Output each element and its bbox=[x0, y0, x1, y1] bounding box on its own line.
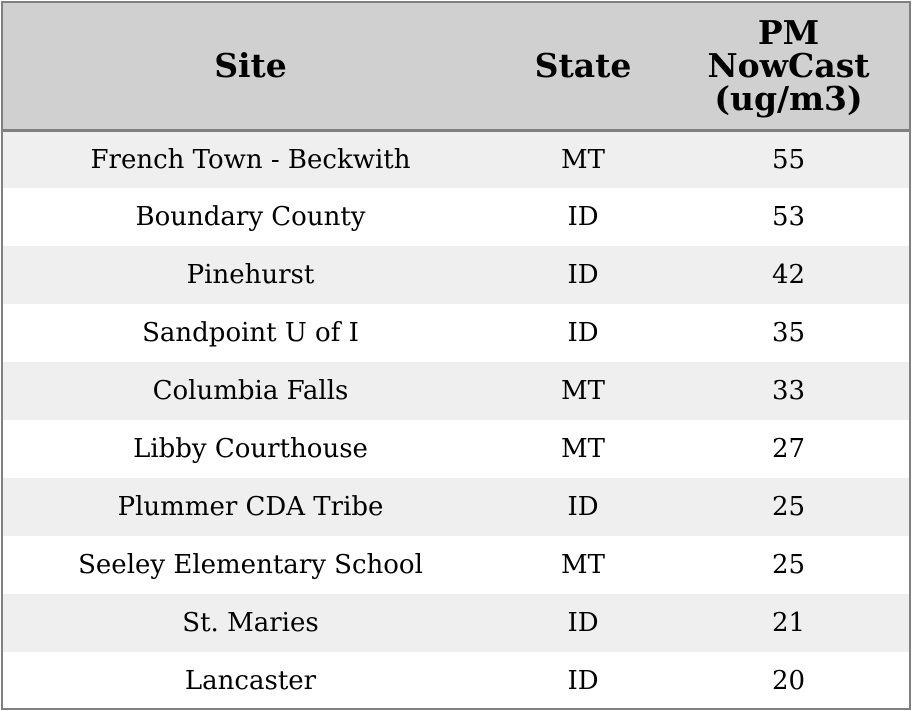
table-row bbox=[3, 362, 909, 420]
column-header-state bbox=[498, 3, 668, 130]
header-row bbox=[3, 3, 909, 130]
table-row bbox=[3, 652, 909, 710]
cell-site: Lancaster bbox=[184, 666, 317, 696]
column-header-site bbox=[3, 3, 498, 130]
table-row bbox=[3, 536, 909, 594]
table-row bbox=[3, 594, 909, 652]
cell-state: ID bbox=[567, 608, 599, 638]
cell-pm-value: 21 bbox=[771, 608, 806, 638]
cell-site: French Town - Beckwith bbox=[90, 144, 411, 175]
cell-pm-value: 25 bbox=[771, 492, 806, 522]
cell-site: Boundary County bbox=[135, 202, 366, 232]
column-header-pm-line-3: (ug/m3) bbox=[714, 79, 863, 119]
cell-pm-value: 53 bbox=[771, 202, 806, 232]
column-header-pm-line-2: NowCast bbox=[707, 46, 870, 86]
cell-state: MT bbox=[561, 376, 605, 406]
cell-pm-value: 33 bbox=[771, 376, 806, 406]
cell-state: MT bbox=[561, 550, 605, 580]
column-header-site-label: Site bbox=[214, 46, 287, 86]
table-row bbox=[3, 304, 909, 362]
cell-pm-value: 35 bbox=[771, 318, 806, 348]
cell-state: ID bbox=[567, 492, 599, 522]
table-row bbox=[3, 130, 909, 188]
table-row bbox=[3, 478, 909, 536]
column-header-pm-line-1: PM bbox=[757, 13, 820, 53]
cell-state: MT bbox=[561, 434, 605, 464]
table-row bbox=[3, 246, 909, 304]
table-row bbox=[3, 420, 909, 478]
cell-site: Libby Courthouse bbox=[133, 434, 368, 464]
cell-site: Columbia Falls bbox=[152, 376, 349, 406]
cell-state: ID bbox=[567, 202, 599, 232]
cell-state: ID bbox=[567, 318, 599, 348]
table-row bbox=[3, 188, 909, 246]
cell-pm-value: 27 bbox=[771, 434, 806, 464]
cell-site: Pinehurst bbox=[186, 260, 315, 290]
pm-nowcast-table bbox=[3, 3, 909, 710]
cell-site: Sandpoint U of I bbox=[142, 318, 359, 348]
cell-pm-value: 42 bbox=[771, 260, 806, 290]
cell-state: ID bbox=[567, 666, 599, 696]
cell-site: Seeley Elementary School bbox=[78, 550, 423, 580]
cell-site: Plummer CDA Tribe bbox=[117, 492, 384, 522]
cell-pm-value: 20 bbox=[771, 666, 806, 696]
cell-state: ID bbox=[567, 260, 599, 290]
table-body bbox=[3, 130, 909, 710]
pm-nowcast-table-frame bbox=[1, 1, 911, 710]
cell-pm-value: 25 bbox=[771, 550, 806, 580]
cell-site: St. Maries bbox=[182, 608, 319, 638]
column-header-pm-nowcast bbox=[668, 3, 909, 130]
column-header-state-label: State bbox=[534, 46, 632, 86]
cell-state: MT bbox=[561, 144, 605, 175]
cell-pm-value: 55 bbox=[771, 144, 806, 175]
